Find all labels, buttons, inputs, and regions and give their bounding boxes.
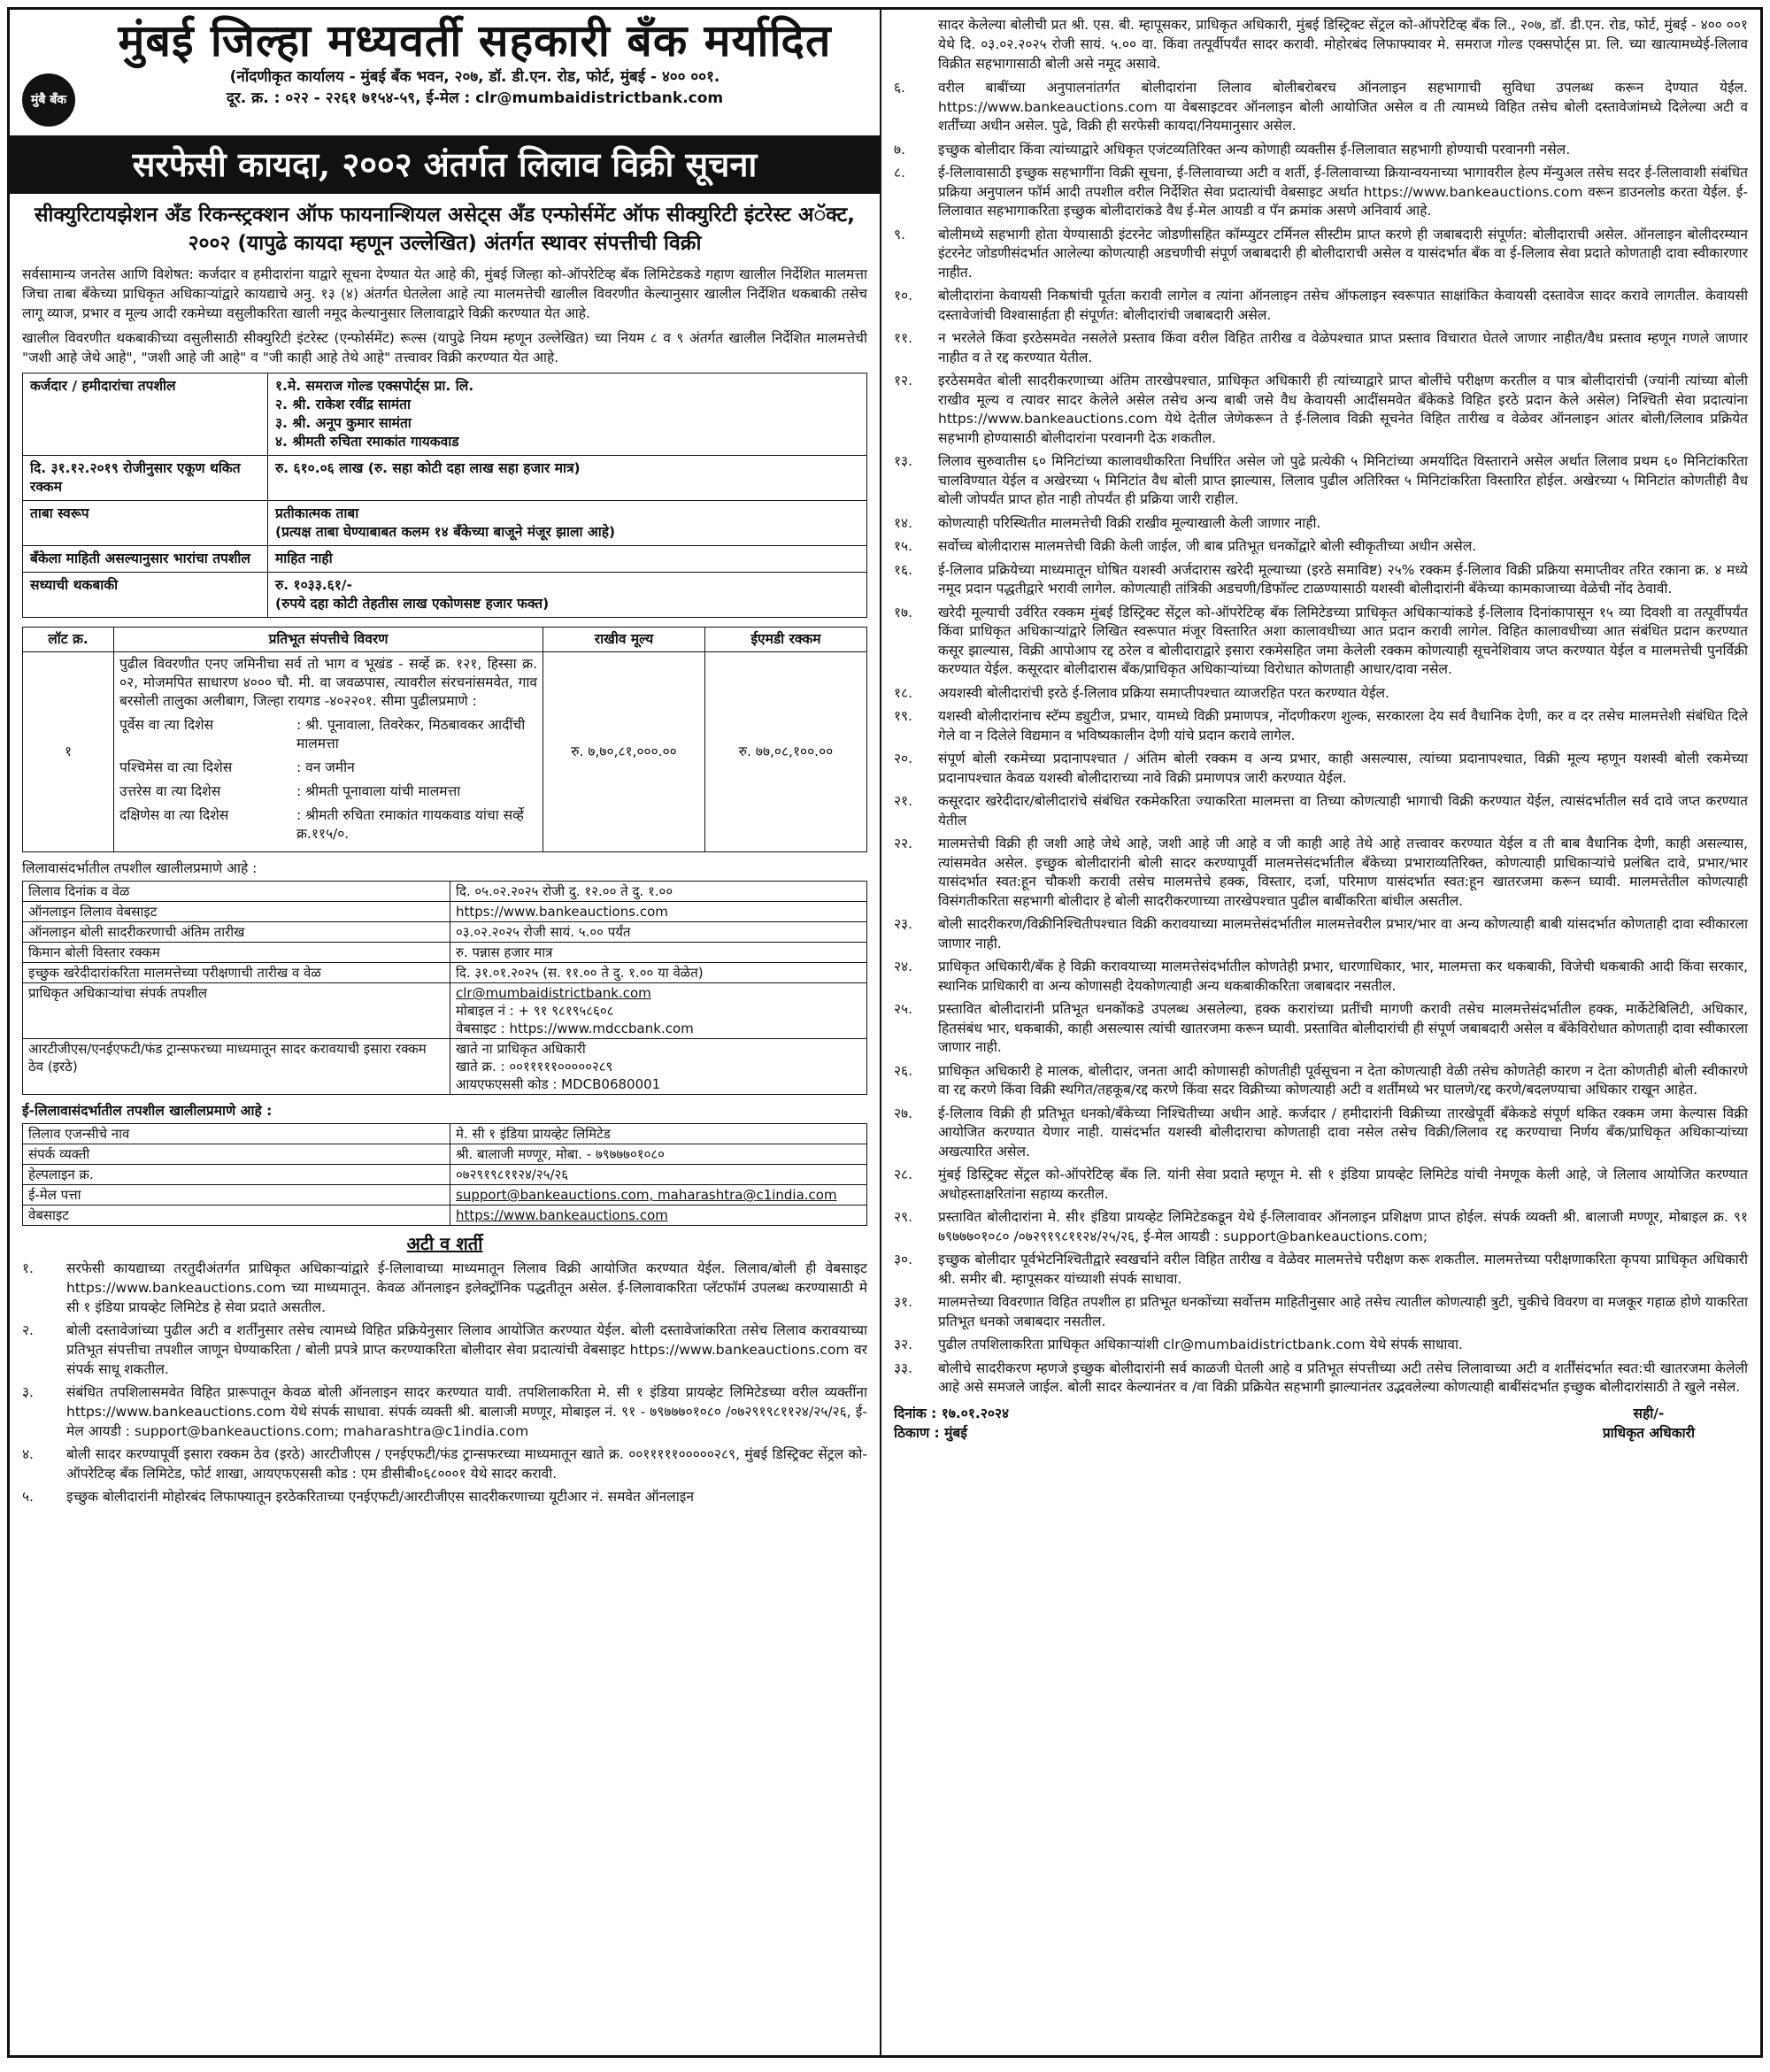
detail-link[interactable]: clr@mumbaidistrictbank.com (456, 985, 651, 1001)
eauction-detail-key: लिलाव एजन्सीचे नाव (23, 1124, 450, 1144)
borrower-row (23, 456, 867, 501)
term-item (894, 1208, 1748, 1246)
term-text: लिलाव सुरुवातीस ६० मिनिटांच्या कालावधीकरिता निर्धारित असेल जो पुढे प्रत्येकी ५ मिनिटांच्या अमर्यादित विस्ताराने असेल अर्थात लिलाव प्रथम ६० मिनिटांकरिता चालविण्यात येईल व अखेरच्या ५ मिनिटांत वैध बोली प्राप्त झाल्यास, लिलाव पुढील अतिरिक्त ५ मिनिटांकरिता विस्तारित होईल. अखेरच्या ५ मिनिटांत कोणतीही वैध बोली जोपर्यंत प्राप्त होत नाही तोपर्यंत ही प्रक्रिया जारी राहील. (938, 453, 1748, 507)
term-text: प्रस्तावित बोलीदारांनी प्रतिभूत धनकोंकडे उपलब्ध असलेल्या, हक्क करारांच्या प्रतींची मागणी करावी तसेच मालमत्तेसंदर्भातील हक्क, मार्केटेबिलिटी, अधिकार, हितसंबंध भार, थकबाकी, काही असल्यास त्यांची खातरजमा करून घ्यावी. प्रस्तावित बोलीदारांची ही संपूर्ण जबाबदारी असेल व बँकेविरोधात कोणताही दावा स्वीकारला जाणार नाही. (938, 1001, 1748, 1055)
term-number: १. (22, 1260, 34, 1276)
term-number: ११. (894, 330, 913, 346)
term-item (894, 561, 1748, 599)
detail-line: खाते ना प्राधिकृत अधिकारी (456, 1041, 586, 1057)
col-lot: लॉट क्र. (23, 628, 114, 652)
value-line: (प्रत्यक्ष ताबा घेण्याबाबत कलम १४ बँकेच्या बाजूने मंजूर झाला आहे) (275, 524, 616, 540)
value-line: ३. श्री. अनूप कुमार सामंता (275, 415, 412, 431)
term-text: मुंबई डिस्ट्रिक्ट सेंट्रल को-ऑपरेटिव्ह बँक लि. यांनी सेवा प्रदाते म्हणून मे. सी १ इंडिया प्रायव्हेट लिमिटेड यांची नेमणूक केली आहे, जे लिलाव आयोजित करण्यात अधोहस्ताक्षरितांना सहाय्य करतील. (938, 1167, 1748, 1202)
bank-header (22, 15, 867, 127)
term-text: न भरलेले किंवा इरठेसमवेत नसलेले प्रस्ताव किंवा वरील विहित तारीख व वेळेपश्चात प्राप्त प्रस्ताव विचारात घेतले जाणार नाहीत/वैध प्रस्ताव म्हणून गणले जाणार नाहीत व ते रद्द करण्यात येतील. (938, 330, 1748, 366)
auction-detail-key: इच्छुक खरेदीदारांकरिता मालमत्तेच्या परीक्षणाची तारीख व वेळ (23, 963, 450, 983)
borrower-row-label: सध्याची थकबाकी (23, 573, 268, 618)
boundary-side: पूर्वेस वा त्या दिशेस (119, 717, 214, 733)
auction-detail-value (450, 963, 867, 983)
term-number: २९. (894, 1209, 913, 1225)
term-text: संपूर्ण बोली रकमेच्या प्रदानापश्चात / अंतिम बोली रक्कम व अन्य प्रभार, काही असल्यास, त्यांच्या प्रदानापश्चात, विक्री मूल्य म्हणून यशस्वी बोली रकमेच्या प्रदानापश्चात केवळ यशस्वी बोलीदाराच्या नावे विक्री प्रमाणपत्र जारी करण्यात येईल. (938, 751, 1748, 786)
auction-detail-row (23, 902, 867, 922)
borrower-row (23, 546, 867, 573)
eauction-detail-value: मे. सी १ इंडिया प्रायव्हेट लिमिटेड (450, 1124, 867, 1144)
detail-line: दि. ३१.०१.२०२५ (स. ११.०० ते दु. १.०० या वेळेत) (456, 965, 704, 981)
term-item (894, 537, 1748, 557)
term-number: २३. (894, 916, 913, 932)
auction-detail-key: प्राधिकृत अधिकाऱ्यांचा संपर्क तपशील (23, 983, 450, 1039)
boundary-row (119, 782, 537, 801)
borrower-row-value (268, 573, 867, 618)
term-text: पुढील तपशिलाकरिता प्राधिकृत अधिकाऱ्यांशी clr@mumbaidistrictbank.com येथे संपर्क साधावा. (938, 1336, 1463, 1352)
eauction-detail-value[interactable]: https://www.bankeauctions.com (450, 1205, 867, 1226)
term-item (22, 1321, 867, 1379)
terms-right-list (894, 79, 1748, 1398)
term-number: ३२. (894, 1336, 913, 1352)
borrower-row-label: कर्जदार / हमीदारांचा तपशील (23, 374, 268, 456)
col-reserve: राखीव मूल्य (543, 628, 705, 652)
boundary-side: पश्चिमेस वा त्या दिशेस (119, 759, 233, 775)
term-number: १६. (894, 561, 913, 578)
term-item (894, 1360, 1748, 1398)
term-text: अयशस्वी बोलीदारांची इरठे ई-लिलाव प्रक्रिया समाप्तीपश्चात व्याजरहित परत करण्यात येईल. (938, 684, 1389, 701)
eauction-detail-key: हेल्पलाइन क्र. (23, 1165, 450, 1185)
term-number: २२. (894, 836, 913, 851)
intro-paragraph-2: खालील विवरणीत थकबाकीच्या वसुलीसाठी सीक्युरिटी इंटरेस्ट (एन्फोर्समेंट) रूल्स (यापुढे नियम म्हणून उल्लेखित) च्या नियम ८ व ९ अंतर्गत खालील निर्देशित मालमत्तेची "जशी आहे जेथे आहे", "जशी आहे जी आहे" व "जी काही आहे तेथे आहे" तत्त्वावर विक्री करण्यात येत आहे. (22, 330, 867, 366)
auction-detail-row (23, 983, 867, 1039)
term-number: २७. (894, 1105, 913, 1121)
eauction-detail-key: संपर्क व्यक्ती (23, 1144, 450, 1165)
authority-label: प्राधिकृत अधिकारी (1602, 1424, 1695, 1441)
emd-amount: रु. ७७,०८,१००.०० (705, 652, 867, 852)
boundary-side: दक्षिणेस वा त्या दिशेस (119, 807, 229, 823)
term-number: ३. (22, 1384, 34, 1400)
property-table (22, 627, 867, 852)
col-emd: ईएमडी रक्कम (705, 628, 867, 652)
term-number: १४. (894, 514, 913, 531)
term-item (894, 452, 1748, 510)
borrower-row (23, 573, 867, 618)
boundary-row (119, 716, 537, 753)
term-item (894, 604, 1748, 680)
value-line: रु. १०३३.६१/- (275, 577, 352, 593)
term-number: ९. (894, 226, 905, 243)
term-item (22, 1259, 867, 1317)
borrower-row-value (268, 456, 867, 501)
bank-contact: दूर. क्र. : ०२२ - २२६१ ७१५४-५९, ई-मेल : clr@mumbaidistrictbank.com (226, 89, 724, 107)
auction-detail-value (450, 922, 867, 943)
term-item (894, 792, 1748, 830)
signed-label: सही/- (1633, 1405, 1665, 1421)
right-column (881, 10, 1760, 2055)
term-number: ३१. (894, 1294, 913, 1310)
detail-line: खाते क्र. : ००१११११०००००२८९ (456, 1059, 613, 1075)
auction-detail-key: ऑनलाइन लिलाव वेबसाइट (23, 902, 450, 922)
notice-subtitle: सीक्युरिटायझेशन अँड रिकन्स्ट्रक्शन ऑफ फायनान्शियल असेट्स अँड एन्फोर्समेंट ऑफ सीक्युरिटी इंटरेस्ट अॅक्ट, २००२ (यापुढे कायदा म्हणून उल्लेखित) अंतर्गत स्थावर संपत्तीची विक्री (35, 204, 855, 255)
borrower-row-label: ताबा स्वरूप (23, 501, 268, 546)
term-number: २५. (894, 1001, 913, 1017)
term-item (894, 1062, 1748, 1100)
term-text: संबंधित तपशिलासमवेत विहित प्रारूपातून केवळ बोली ऑनलाइन सादर करण्यात यावी. तपशिलाकरिता मे. सी १ इंडिया प्रायव्हेट लिमिटेडच्या वरील व्यक्तींना https://www.bankeauctions.com येथे संपर्क साधावा. संपर्क व्यक्ती श्री. बालाजी मण्णूर, मोबाइल नं. ९१ - ७९७७७०१०८० /०७२९१९८११२४/२५/२६, ई-मेल आयडी : support@bankeauctions.com; maharashtra@c1india.com (66, 1384, 867, 1439)
term-number: १०. (894, 288, 913, 304)
borrower-table (22, 373, 867, 618)
term-item (894, 1105, 1748, 1162)
auction-detail-row (23, 922, 867, 943)
property-description: पुढील विवरणीत एनए जमिनीचा सर्व तो भाग व भूखंड - सर्व्हे क्र. १२१, हिस्सा क्र. ०२, मोजमपित साधारण ४००० चौ. मी. वा जवळपास, त्यावरील संरचनांसमवेत, गाव बरसोली तालुका अलीबाग, जिल्हा रायगड -४०२२०१. सीमा पुढीलप्रमाणे : पूर्वेस वा त्या दिशेस : श्री. पूनावाला, तिवरेकर, मिठबावकर आदींची मालमत्ता पश्चिमेस वा त्या दिशेस : वन जमीन उत्तरेस वा त्या दिशेस : श्रीमती पूनावाला यांची मालमत्ता दक्षिणेस वा त्या दिशेस : श्रीमती रुचिता रमाकांत गायकवाड यांचा सर्व्हे क्र.११५/०. (114, 652, 543, 852)
term-item (894, 1293, 1748, 1331)
bank-logo-icon: मुंबै बँक (22, 73, 75, 127)
boundary-value: : वन जमीन (296, 759, 355, 775)
eauction-detail-row (23, 1144, 867, 1165)
term-text: प्राधिकृत अधिकारी/बँक हे विक्री करावयाच्या मालमत्तेसंदर्भातील कोणतेही प्रभार, धारणाधिकार, भार, मालमत्ता कर थकबाकी, विजेची थकबाकी आदी किंवा सरकार, स्थानिक प्राधिकारी वा अन्य कोणासही देयकोणत्याही अन्य थकबाकीकरिता जबाबदार नसतील. (938, 959, 1748, 994)
term-item (894, 372, 1748, 448)
term-item (894, 750, 1748, 788)
eauction-detail-row (23, 1185, 867, 1205)
term-text: ई-लिलाव प्रक्रियेच्या माध्यमातून घोषित यशस्वी अर्जदारास खरेदी मूल्याच्या (इरठे समाविष्ट) २५% रक्कम ई-लिलाव विक्री प्रक्रिया समाप्तीवर तरित रकाना क्र. ४ मध्ये नमूद प्रदान पद्धतीद्वारे भरावी लागेल. कोणत्याही तांत्रिकी अडचणी/डिफॉल्ट टाळण्यासाठी यशस्वी बोलीदारांनी बँकेच्या कामकाजाच्या वेळेची नोंद ठेवावी. (938, 561, 1748, 597)
term-item (894, 79, 1748, 136)
right-intro-paragraph: सादर केलेल्या बोलीची प्रत श्री. एस. बी. म्हापूसकर, प्राधिकृत अधिकारी, मुंबई डिस्ट्रिक्ट सेंट्रल को-ऑपरेटिव्ह बँक लि., २०७, डॉ. डी.एन. रोड, फोर्ट, मुंबई - ४०० ००१ येथे दि. ०३.०२.२०२५ रोजी सायं. ५.०० वा. किंवा तत्पूर्वीपर्यंत सादर करावी. मोहोरबंद लिफाफ्यावर मे. समराज गोल्ड एक्सपोर्ट्स प्रा. लि. च्या खात्यामध्येई-लिलाव विक्रीत सहभागासाठी बोली असे नमूद असावे. (938, 17, 1748, 72)
term-item (894, 287, 1748, 325)
term-text: सर्वोच्च बोलीदारास मालमत्तेची विक्री केली जाईल, जी बाब प्रतिभूत धनकोंद्वारे बोली स्वीकृतीच्या अधीन असेल. (938, 538, 1477, 554)
term-text: इच्छुक बोलीदारांनी मोहोरबंद लिफाफ्यातून इरठेकरिताच्या एनईएफटी/आरटीजीएस सादरीकरणाच्या यूटीआर नं. समवेत ऑनलाइन (66, 1489, 694, 1505)
bank-address: (नोंदणीकृत कार्यालय - मुंबई बँक भवन, २०७, डॉ. डी.एन. रोड, फोर्ट, मुंबई - ४०० ००१. (229, 68, 720, 86)
left-column (10, 10, 881, 2055)
value-line: माहित नाही (275, 551, 333, 566)
term-item (894, 1166, 1748, 1204)
term-item (894, 958, 1748, 996)
notice-place: ठिकाण : मुंबई (894, 1424, 967, 1441)
term-number: २६. (894, 1062, 913, 1079)
col-description: प्रतिभूत संपत्तीचे विवरण (114, 628, 543, 652)
detail-line: आयएफएससी कोड : MDCB0680001 (456, 1076, 661, 1092)
term-number: १५. (894, 538, 913, 554)
term-text: प्राधिकृत अधिकारी हे मालक, बोलीदार, जनता आदी कोणासही कोणतीही पूर्वसूचना न देता कोणत्याही वेळी तसेच कोणतेही कारण न देता कोणतीही बोली स्वीकारणे वा रद्द करणे किंवा विक्री स्थगित/तहकूब/रद्द करणे किंवा सदर विक्रीच्या कोणत्याही अटी व शर्तींमध्ये भर घालणे/रद्द करणे/बदलण्याचा अधिकार राखून आहेत. (938, 1062, 1748, 1098)
term-item (894, 141, 1748, 160)
boundary-row (119, 806, 537, 843)
auction-detail-key: ऑनलाइन बोली सादरीकरणाची अंतिम तारीख (23, 922, 450, 943)
term-item (894, 1251, 1748, 1289)
auction-detail-value (450, 902, 867, 922)
term-item (894, 1336, 1748, 1355)
auction-detail-value (450, 943, 867, 963)
term-number: १८. (894, 684, 913, 701)
detail-line: रु. पन्नास हजार मात्र (456, 944, 553, 960)
terms-left-list (22, 1259, 867, 1506)
term-text: बोली सादरीकरण/विक्रीनिश्चितीपश्चात विक्री करावयाच्या मालमत्तेसंदर्भातील मालमत्तेवरील प्रभार/भार वा अन्य कोणत्याही बाबी यांसदर्भात कोणताही दावा स्वीकारला जाणार नाही. (938, 916, 1748, 951)
term-item (894, 514, 1748, 534)
auction-detail-value (450, 1039, 867, 1095)
auction-detail-row (23, 1039, 867, 1095)
borrower-row-value (268, 374, 867, 456)
detail-line: मोबाइल नं : + ९१ ९८१९५८६०८ (456, 1003, 614, 1019)
term-text: सरफेसी कायद्याच्या तरतुदीअंतर्गत प्राधिकृत अधिकाऱ्यांद्वारे ई-लिलावाच्या माध्यमातून लिलाव विक्री आयोजित करण्यात येईल. लिलाव/बोली ही वेबसाइट https://www.bankeauctions.com च्या माध्यमातून. केवळ ऑनलाइन इलेक्ट्रॉनिक पद्धतीतून असेल. ई-लिलावाकरिता प्लॅटफॉर्म उपलब्ध करण्यासाठी मे सी १ इंडिया प्रायव्हेट लिमिटेड हे सेवा प्रदाते असतील. (66, 1260, 867, 1315)
terms-title: अटी व शर्ती (406, 1233, 483, 1254)
auction-detail-row (23, 882, 867, 902)
eauction-detail-value[interactable]: support@bankeauctions.com, maharashtra@c1india.com (450, 1185, 867, 1205)
value-line: रु. ६१०.०६ लाख (रु. सहा कोटी दहा लाख सहा हजार मात्र) (275, 460, 581, 476)
term-text: कसूरदार खरेदीदार/बोलीदारांचे संबंधित रकमेकरिता ज्याकरिता मालमत्ता वा तिच्या कोणत्याही भागाची विक्री करण्यात येईल, त्यासंदर्भातील सर्व दावे जप्त करण्यात येतील (938, 793, 1748, 828)
term-item (894, 835, 1748, 911)
value-line: १.मे. समराज गोल्ड एक्सपोर्ट्स प्रा. लि. (275, 378, 474, 394)
term-text: मालमत्तेच्या विवरणात विहित तपशील हा प्रतिभूत धनकोंच्या सर्वोत्तम माहितीनुसार आहे तसेच त्यातील कोणत्याही त्रुटी, चुकीचे विवरण वा मजकूर गहाळ होणे याकरिता प्रतिभूत धनको जबाबदार नसतील. (938, 1294, 1748, 1329)
term-number: २०. (894, 751, 913, 766)
borrower-row-value (268, 501, 867, 546)
boundary-value: : श्रीमती रुचिता रमाकांत गायकवाड यांचा सर्व्हे क्र.११५/०. (296, 807, 524, 842)
borrower-row (23, 374, 867, 456)
term-item (22, 1383, 867, 1441)
auction-detail-key: आरटीजीएस/एनईएफटी/फंड ट्रान्सफरच्या माध्यमातून सादर करावयाची इसारा रक्कम ठेव (इरठे) (23, 1039, 450, 1095)
term-item (894, 1000, 1748, 1058)
term-number: ५. (22, 1489, 34, 1505)
term-text: ई-लिलाव विक्री ही प्रतिभूत धनको/बँकेच्या निश्चितीच्या अधीन आहे. कर्जदार / हमीदारांनी विक्रीच्या तारखेपूर्वी बँकेकडे संपूर्ण थकित रक्कम जमा केल्यास विक्री आयोजित करण्यात येणार नाही. यासंदर्भात यशस्वी बोलीदाराचा कोणताही दावा नसेल तसेच विक्री/लिलाव रद्द करण्याचा निर्णय बँक/प्राधिकृत अधिकाऱ्यांच्या अखत्यारित असेल. (938, 1105, 1748, 1159)
eauction-detail-key: वेबसाइट (23, 1205, 450, 1226)
term-text: प्रस्तावित बोलीदारांना मे. सी१ इंडिया प्रायव्हेट लिमिटेडकडून येथे ई-लिलावावर ऑनलाइन प्रशिक्षण प्राप्त होईल. संपर्क व्यक्ती श्री. बालाजी मण्णूर, मोबाइल क्र. ९१ ७९७७७०१०८० /०७२९१९८११२४/२५/२६, ई-मेल आयडी : support@bankeauctions.com; (938, 1209, 1748, 1244)
notice-banner: सरफेसी कायदा, २००२ अंतर्गत लिलाव विक्री सूचना (10, 135, 880, 194)
reserve-price: रु. ७,७०,८१,०००.०० (543, 652, 705, 852)
eauction-detail-key: ई-मेल पत्ता (23, 1185, 450, 1205)
term-number: १२. (894, 373, 913, 389)
term-number: २१. (894, 793, 913, 809)
value-line: २. श्री. राकेश रवींद्र सामंता (275, 397, 412, 412)
term-number: १३. (894, 453, 913, 469)
term-number: ३०. (894, 1252, 913, 1267)
bank-name: मुंबई जिल्हा मध्यवर्ती सहकारी बँक मर्यादित (118, 14, 832, 66)
term-text: इच्छुक बोलीदार पूर्वभेटनिश्चितीद्वारे स्वखर्चाने वरील विहित तारीख व वेळेवर मालमत्तेचे परीक्षण करू शकतील. मालमत्तेच्या परीक्षणाकरिता कृपया प्राधिकृत अधिकारी श्री. समीर बी. म्हापूसकर यांच्याशी संपर्क साधावा. (938, 1252, 1748, 1287)
term-number: ४. (22, 1446, 34, 1462)
notice-date: दिनांक : १७.०१.२०२४ (894, 1405, 1010, 1421)
term-item (22, 1444, 867, 1483)
term-text: बोली दस्तावेजांच्या पुढील अटी व शर्तींनुसार तसेच त्यामध्ये विहित प्रक्रियेनुसार लिलाव आयोजित करण्यात येईल. बोली दस्तावेजांकरिता तसेच लिलाव करावयाच्या प्रतिभूत संपत्तीचा तपशील जाणून घेण्याकरिता / बोली प्रपत्रे प्राप्त करण्याकरिता बोलीदार सेवा प्रदात्यांची वेबसाइट https://www.bankeauctions.com वर संपर्क साधू शकतील. (66, 1322, 867, 1377)
notice-page (7, 7, 1763, 2058)
term-item (894, 684, 1748, 704)
auction-detail-row (23, 963, 867, 983)
eauction-detail-row (23, 1124, 867, 1144)
term-number: ३३. (894, 1360, 913, 1376)
term-text: बोलीचे सादरीकरण म्हणजे इच्छुक बोलीदारांनी सर्व काळजी घेतली आहे व प्रतिभूत संपत्तीच्या अटी तसेच लिलावाच्या अटी व शर्तींसंदर्भात स्वत:ची खातरजमा केलेली आहे असे समजले जाईल. बोली सादर केल्यानंतर व /वा विक्री प्रक्रियेत सहभागी झाल्यानंतर उद्भवलेल्या कोणत्याही बाबींसंदर्भात इच्छुक बोलीदारांसाठी ते खुले नसेल. (938, 1360, 1748, 1395)
detail-line: ०३.०२.२०२५ रोजी सायं. ५.०० पर्यंत (456, 924, 631, 940)
borrower-row-label: दि. ३१.१२.२०१९ रोजीनुसार एकूण थकित रक्कम (23, 456, 268, 501)
term-text: मालमत्तेची विक्री ही जशी आहे जेथे आहे, जशी आहे जी आहे व जी काही आहे तेथे आहे तत्त्वावर करण्यात येईल व ती बाब वैधानिक देणी, काही असल्यास, त्यांसमवेत असेल. इच्छुक बोलीदारांनी बोली सादर करण्यापूर्वी मालमत्तेसंदर्भातील बँकेच्या प्रभाराव्यतिरिक्त, कोणत्याही प्राधिकाऱ्यांचे प्रलंबित दावे, प्रभार/भार यासंदर्भात स्वत:हून चौकशी करावी तसेच मालमत्तेचे हक्क, विस्तार, दर्जा, परिमाण यासंदर्भात स्वत:हून खातरजमा करून घ्यावी. मालमत्तेतील कोणत्याही विसंगतीकरिता सहभागी बोलीदार हे बोली सादरीकरणाच्या तारखेपश्चात पुढील बाबींकरिता बांधील असतील. (938, 836, 1748, 909)
intro-paragraph-1: सर्वसामान्य जनतेस आणि विशेषत: कर्जदार व हमीदारांना याद्वारे सूचना देण्यात येत आहे की, मुंबई जिल्हा को-ऑपरेटिव्ह बँक लिमिटेडकडे गहाण खालील निर्देशित मालमत्ता जिचा ताबा बँकेच्या प्राधिकृत अधिकाऱ्यांद्वारे कायद्याचे अनु. १३ (४) अंतर्गत घेतलेला आहे त्या मालमत्तेची खालील विवरणीत केल्यानुसार खालील निर्देशित थकबाकी तसेच लागू व्याज, प्रभार व मूल्य आदी रकमेच्या वसुलीकरिता खाली नमूद केल्यानुसार लिलावाद्वारे विक्री करण्यात येत आहे. (22, 266, 867, 321)
term-number: १९. (894, 708, 913, 724)
boundary-side: उत्तरेस वा त्या दिशेस (119, 783, 221, 799)
detail-line: दि. ०५.०२.२०२५ रोजी दु. १२.०० ते दु. १.०० (456, 883, 673, 899)
term-item (894, 707, 1748, 745)
auction-detail-value (450, 983, 867, 1039)
term-number: ८. (894, 165, 905, 181)
boundary-value: : श्री. पूनावाला, तिवरेकर, मिठबावकर आदींची मालमत्ता (296, 717, 526, 751)
value-line: प्रतीकात्मक ताबा (275, 505, 359, 521)
term-number: १७. (894, 604, 913, 620)
eauction-detail-row (23, 1205, 867, 1226)
term-item (894, 915, 1748, 953)
borrower-row-value (268, 546, 867, 573)
term-text: बोलीमध्ये सहभागी होता येण्यासाठी इंटरनेट जोडणीसहित कॉम्प्युटर टर्मिनल सीस्टीम प्राप्त करणे ही जबाबदारी संपूर्णत: बोलीदाराची असेल. ऑनलाइन बोलीदरम्यान इंटरनेट जोडणीसंदर्भात आलेल्या कोणत्याही अडचणीची संपूर्ण जबाबदारी ही बोलीदाराची असेल व यासंदर्भात बँक वा ई-लिलाव सेवा प्रदाते कोणताही दावा स्वीकारणार नाहीत. (938, 226, 1748, 281)
term-text: खरेदी मूल्याची उर्वरित रक्कम मुंबई डिस्ट्रिक्ट सेंट्रल को-ऑपरेटिव्ह बँक लिमिटेडच्या प्राधिकृत अधिकाऱ्यांकडे ई-लिलाव दिनांकापासून १५ व्या दिवशी वा तत्पूर्वीपर्यंत किंवा प्राधिकृत अधिकाऱ्यांद्वारे लिखित स्वरूपात मंजूर विस्तारित अशा कालावधीच्या आत प्रदान करावी लागेल. विहित कालावधीच्या आत संबंधित प्रदान करण्यात कसूर झाल्यास, विक्री आपोआप रद्द ठरेल व बोलीदाराद्वारे इसारा रकमेसहित जमा केलेली रक्कम कोणत्याही सूचनेशिवाय जप्त करण्यात येईल व मालमत्तेची पुनर्विक्री करण्यात येईल. कसूरदार बोलीदारास बँक/प्राधिकृत अधिकाऱ्यांच्या विरोधात कोणताही आधार/दावा नसेल. (938, 604, 1748, 677)
term-text: वरील बाबींच्या अनुपालनांतर्गत बोलीदारांना लिलाव बोलीबरोबरच ऑनलाइन सहभागाची सुविधा उपलब्ध करून देण्यात येईल. https://www.bankeauctions.com या वेबसाइटवर ऑनलाइन बोली आयोजित असेल व ती त्यामध्ये विहित तसेच बोली दस्तावेजांमध्ये दिलेल्या अटी व शर्तींच्या अधीन असेल. पुढे, विक्री ही सरफेसी कायदा/नियमानुसार असेल. (938, 80, 1748, 134)
term-number: ७. (894, 141, 905, 158)
borrower-row-label: बँकेला माहिती असल्यानुसार भारांचा तपशील (23, 546, 268, 573)
term-number: २४. (894, 959, 913, 974)
eauction-details-table (22, 1123, 867, 1226)
eauction-detail-row (23, 1165, 867, 1185)
eauction-detail-value: ०७२९१९८११२४/२५/२६ (450, 1165, 867, 1185)
term-item (894, 164, 1748, 221)
signature-block (894, 1403, 1748, 1442)
term-text: इच्छुक बोलीदार किंवा त्यांच्याद्वारे अधिकृत एजंटव्यतिरिक्त अन्य कोणाही व्यक्तीस ई-लिलावात सहभागी होण्याची परवानगी नसेल. (938, 141, 1571, 158)
boundary-value: : श्रीमती पूनावाला यांची मालमत्ता (296, 783, 461, 799)
auction-detail-row (23, 943, 867, 963)
detail-link[interactable]: https://www.bankeauctions.com (456, 904, 668, 920)
term-text: बोलीदारांना केवायसी निकषांची पूर्तता करावी लागेल व त्यांना ऑनलाइन तसेच ऑफलाइन स्वरूपात साक्षांकित केवायसी दस्तावेज सादर करावे लागतील. केवायसी दस्तावेजांची विश्वासार्हता ही संपूर्णत: बोलीदारांची जबाबदारी असेल. (938, 288, 1748, 323)
term-text: ई-लिलावासाठी इच्छुक सहभागींना विक्री सूचना, ई-लिलावाच्या अटी व शर्ती, ई-लिलावाच्या क्रियान्वयनाच्या भागावरील हेल्प मॅन्युअल तसेच सदर ई-लिलावाशी संबंधित प्रक्रिया अनुपालन फॉर्म आदी तपशील वरील निर्देशित सेवा प्रदात्यांची वेबसाइट अर्थात https://www.bankeauctions.com वरून डाउनलोड करता येईल. ई-लिलावात सहभागाकरिता इच्छुक बोलीदारांकडे वैध ई-मेल आयडी व पॅन क्रमांक असणे अनिवार्य आहे. (938, 165, 1748, 219)
value-line: (रुपये दहा कोटी तेहतीस लाख एकोणसष्ट हजार फक्त) (275, 596, 550, 612)
boundary-row (119, 759, 537, 777)
term-number: ६. (894, 80, 905, 96)
lot-number: १ (23, 652, 114, 852)
term-item (22, 1487, 867, 1506)
term-item (894, 329, 1748, 367)
detail-link[interactable]: वेबसाइट : https://www.mdccbank.com (456, 1021, 694, 1036)
term-item (894, 226, 1748, 283)
term-text: कोणत्याही परिस्थितीत मालमत्तेची विक्री राखीव मूल्याखाली केली जाणार नाही. (938, 514, 1321, 531)
term-text: इरठेसमवेत बोली सादरीकरणाच्या अंतिम तारखेपश्चात, प्राधिकृत अधिकारी ही त्यांच्याद्वारे प्राप्त बोलींचे परीक्षण करतील व पात्र बोलीदारांची (ज्यांनी त्यांच्या बोली राखीव मूल्य व त्यावर सादर केलेले असेल तसेच अन्य बाबी जसे वैध केवायसी आदींसमवेत बँकेकडे विहित इरठे प्रदान केले असेल) निश्चिती सेवा प्रदात्यांना https://www.bankeauctions.com येथे देतील जेणेकरून ते ई-लिलाव विक्री सूचनेत विहित तारीख व वेळेवर ऑनलाइन आंतर बोली/लिलाव प्रक्रियेत सहभागी होण्यासाठी बोलीदारांना परवानगी देऊ शकतील. (938, 373, 1748, 446)
term-number: २८. (894, 1167, 913, 1182)
eauction-details-label: ई-लिलावासंदर्भातील तपशील खालीलप्रमाणे आहे : (22, 1103, 273, 1119)
borrower-row (23, 501, 867, 546)
term-number: २. (22, 1322, 34, 1338)
auction-details-table (22, 881, 867, 1095)
auction-detail-key: किमान बोली विस्तार रक्कम (23, 943, 450, 963)
value-line: ४. श्रीमती रुचिता रमाकांत गायकवाड (275, 434, 459, 450)
auction-detail-value (450, 882, 867, 902)
auction-detail-key: लिलाव दिनांक व वेळ (23, 882, 450, 902)
term-text: बोली सादर करण्यापूर्वी इसारा रक्कम ठेव (इरठे) आरटीजीएस / एनईएफटी/फंड ट्रान्सफरच्या माध्यमातून खाते क्र. ००१११११०००००२८९, मुंबई डिस्ट्रिक्ट सेंट्रल को-ऑपरेटिव्ह बँक लिमिटेड, फोर्ट शाखा, आयएफएससी कोड : एम डीसीबी०६८०००१ येथे सादर करावी. (66, 1446, 867, 1482)
term-text: यशस्वी बोलीदारांनाच स्टॅम्प ड्युटीज, प्रभार, यामध्ये विक्री प्रमाणपत्र, नोंदणीकरण शुल्क, सरकारला देय सर्व वैधानिक देणी, कर व दर तसेच मालमत्तेशी संबंधित दिले गेले वा न दिलेले विद्यमान व भविष्यकालीन देणी यांचे प्रदान करावे लागेल. (938, 708, 1748, 743)
auction-details-label: लिलावासंदर्भातील तपशील खालीलप्रमाणे आहे : (22, 860, 258, 876)
eauction-detail-value: श्री. बालाजी मण्णूर, मोबा. - ७९७७७०१०८० (450, 1144, 867, 1165)
